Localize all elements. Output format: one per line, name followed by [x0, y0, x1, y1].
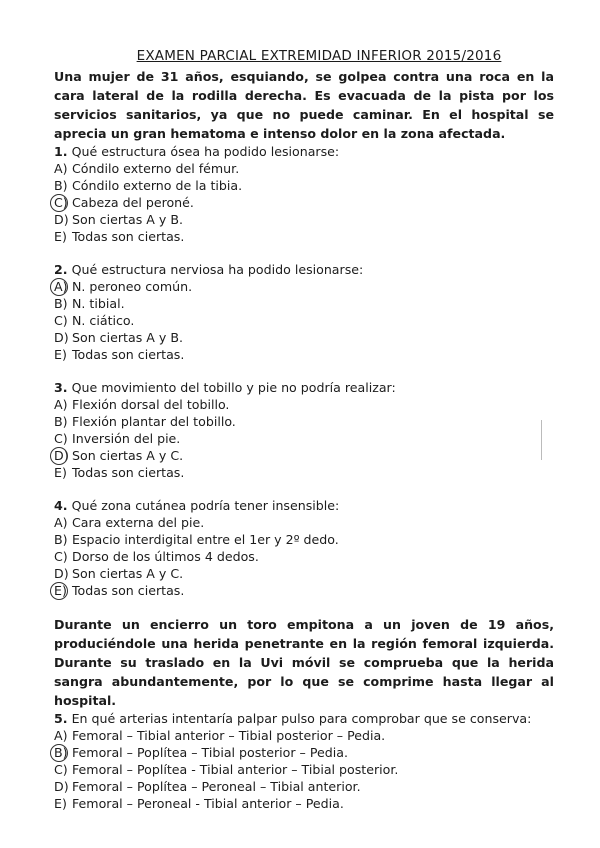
option-letter: E): [54, 465, 67, 480]
option-letter: A): [54, 161, 68, 176]
clinical-case-2: Durante un encierro un toro empitona a un joven de 19 años, produciéndole una herida penetrante en la región femoral izquierda. Durante su traslado en la Uvi móvil se comprueba que la herida sangra abundantemente, por lo que se comprime hasta llegar al hospital.: [54, 617, 554, 708]
scan-artifact-line: [541, 420, 542, 460]
option-letter: B): [54, 745, 68, 760]
option-3b: [54, 413, 554, 430]
option-5d: [54, 778, 554, 795]
option-letter: B): [54, 414, 68, 429]
option-3e: [54, 464, 554, 481]
option-letter: C): [54, 431, 68, 446]
option-letter: A): [54, 728, 68, 743]
option-letter: E): [54, 583, 67, 598]
exam-title: EXAMEN PARCIAL EXTREMIDAD INFERIOR 2015/2016: [136, 48, 502, 64]
question-5: [54, 710, 554, 727]
option-text: Cóndilo externo del fémur.: [72, 161, 240, 176]
option-letter: B): [54, 296, 68, 311]
option-text: N. peroneo común.: [72, 279, 193, 294]
option-3a: [54, 396, 554, 413]
option-letter: C): [54, 549, 68, 564]
option-text: Todas son ciertas.: [72, 465, 185, 480]
option-text: Todas son ciertas.: [72, 347, 185, 362]
option-text: Flexión dorsal del tobillo.: [72, 397, 230, 412]
option-3c: [54, 430, 554, 447]
option-5a: [54, 727, 554, 744]
option-2b: [54, 295, 554, 312]
question-text: En qué arterias intentaría palpar pulso para comprobar que se conserva:: [71, 711, 532, 726]
question-1: [54, 143, 554, 160]
question-number: 5.: [54, 711, 68, 726]
option-letter: D): [54, 448, 69, 463]
exam-page: [54, 48, 554, 812]
question-number: 1.: [54, 144, 68, 159]
question-text: Qué zona cutánea podría tener insensible:: [71, 498, 340, 513]
option-1d: [54, 211, 554, 228]
option-text: Femoral – Tibial anterior – Tibial posterior – Pedia.: [72, 728, 386, 743]
option-text: Femoral – Poplítea – Tibial posterior – Pedia.: [72, 745, 348, 760]
option-text: Dorso de los últimos 4 dedos.: [72, 549, 259, 564]
option-text: Son ciertas A y C.: [72, 566, 184, 581]
option-5b-circled: [54, 744, 554, 761]
option-letter: D): [54, 330, 69, 345]
option-4e-circled: [54, 582, 554, 599]
option-letter: E): [54, 229, 67, 244]
question-number: 4.: [54, 498, 68, 513]
option-text: Cara externa del pie.: [72, 515, 205, 530]
option-text: Espacio interdigital entre el 1er y 2º dedo.: [72, 532, 339, 547]
option-1b: [54, 177, 554, 194]
question-4: [54, 497, 554, 514]
option-4b: [54, 531, 554, 548]
option-text: Inversión del pie.: [72, 431, 181, 446]
option-2c: [54, 312, 554, 329]
option-text: N. ciático.: [72, 313, 135, 328]
option-4c: [54, 548, 554, 565]
question-text: Que movimiento del tobillo y pie no podría realizar:: [71, 380, 396, 395]
option-text: Son ciertas A y C.: [72, 448, 184, 463]
question-text: Qué estructura ósea ha podido lesionarse:: [71, 144, 340, 159]
option-text: N. tibial.: [72, 296, 125, 311]
option-letter: C): [54, 762, 68, 777]
option-1c-circled: [54, 194, 554, 211]
option-letter: C): [54, 313, 68, 328]
option-letter: D): [54, 212, 69, 227]
option-text: Flexión plantar del tobillo.: [72, 414, 236, 429]
option-text: Son ciertas A y B.: [72, 212, 183, 227]
option-letter: D): [54, 779, 69, 794]
option-4d: [54, 565, 554, 582]
question-text: Qué estructura nerviosa ha podido lesionarse:: [71, 262, 364, 277]
option-letter: E): [54, 347, 67, 362]
option-text: Son ciertas A y B.: [72, 330, 183, 345]
option-letter: B): [54, 178, 68, 193]
option-text: Femoral – Poplítea – Peroneal – Tibial anterior.: [72, 779, 361, 794]
option-letter: B): [54, 532, 68, 547]
option-text: Todas son ciertas.: [72, 583, 185, 598]
question-number: 2.: [54, 262, 68, 277]
option-3d-circled: [54, 447, 554, 464]
option-2d: [54, 329, 554, 346]
option-text: Femoral – Poplítea - Tibial anterior – Tibial posterior.: [72, 762, 399, 777]
option-letter: A): [54, 279, 68, 294]
option-text: Cabeza del peroné.: [72, 195, 194, 210]
option-1e: [54, 228, 554, 245]
option-2e: [54, 346, 554, 363]
question-2: [54, 261, 554, 278]
option-letter: A): [54, 515, 68, 530]
option-2a-circled: [54, 278, 554, 295]
option-1a: [54, 160, 554, 177]
question-number: 3.: [54, 380, 68, 395]
option-letter: A): [54, 397, 68, 412]
option-text: Cóndilo externo de la tibia.: [72, 178, 243, 193]
option-letter: C): [54, 195, 68, 210]
clinical-case-1: Una mujer de 31 años, esquiando, se golpea contra una roca en la cara lateral de la rodilla derecha. Es evacuada de la pista por los servicios sanitarios, ya que no puede caminar. En el hospital se aprecia un gran hematoma e intenso dolor en la zona afectada.: [54, 69, 554, 141]
option-text: Femoral – Peroneal - Tibial anterior – Pedia.: [72, 796, 344, 811]
option-5c: [54, 761, 554, 778]
question-3: [54, 379, 554, 396]
option-4a: [54, 514, 554, 531]
option-5e: [54, 795, 554, 812]
option-letter: E): [54, 796, 67, 811]
option-letter: D): [54, 566, 69, 581]
option-text: Todas son ciertas.: [72, 229, 185, 244]
